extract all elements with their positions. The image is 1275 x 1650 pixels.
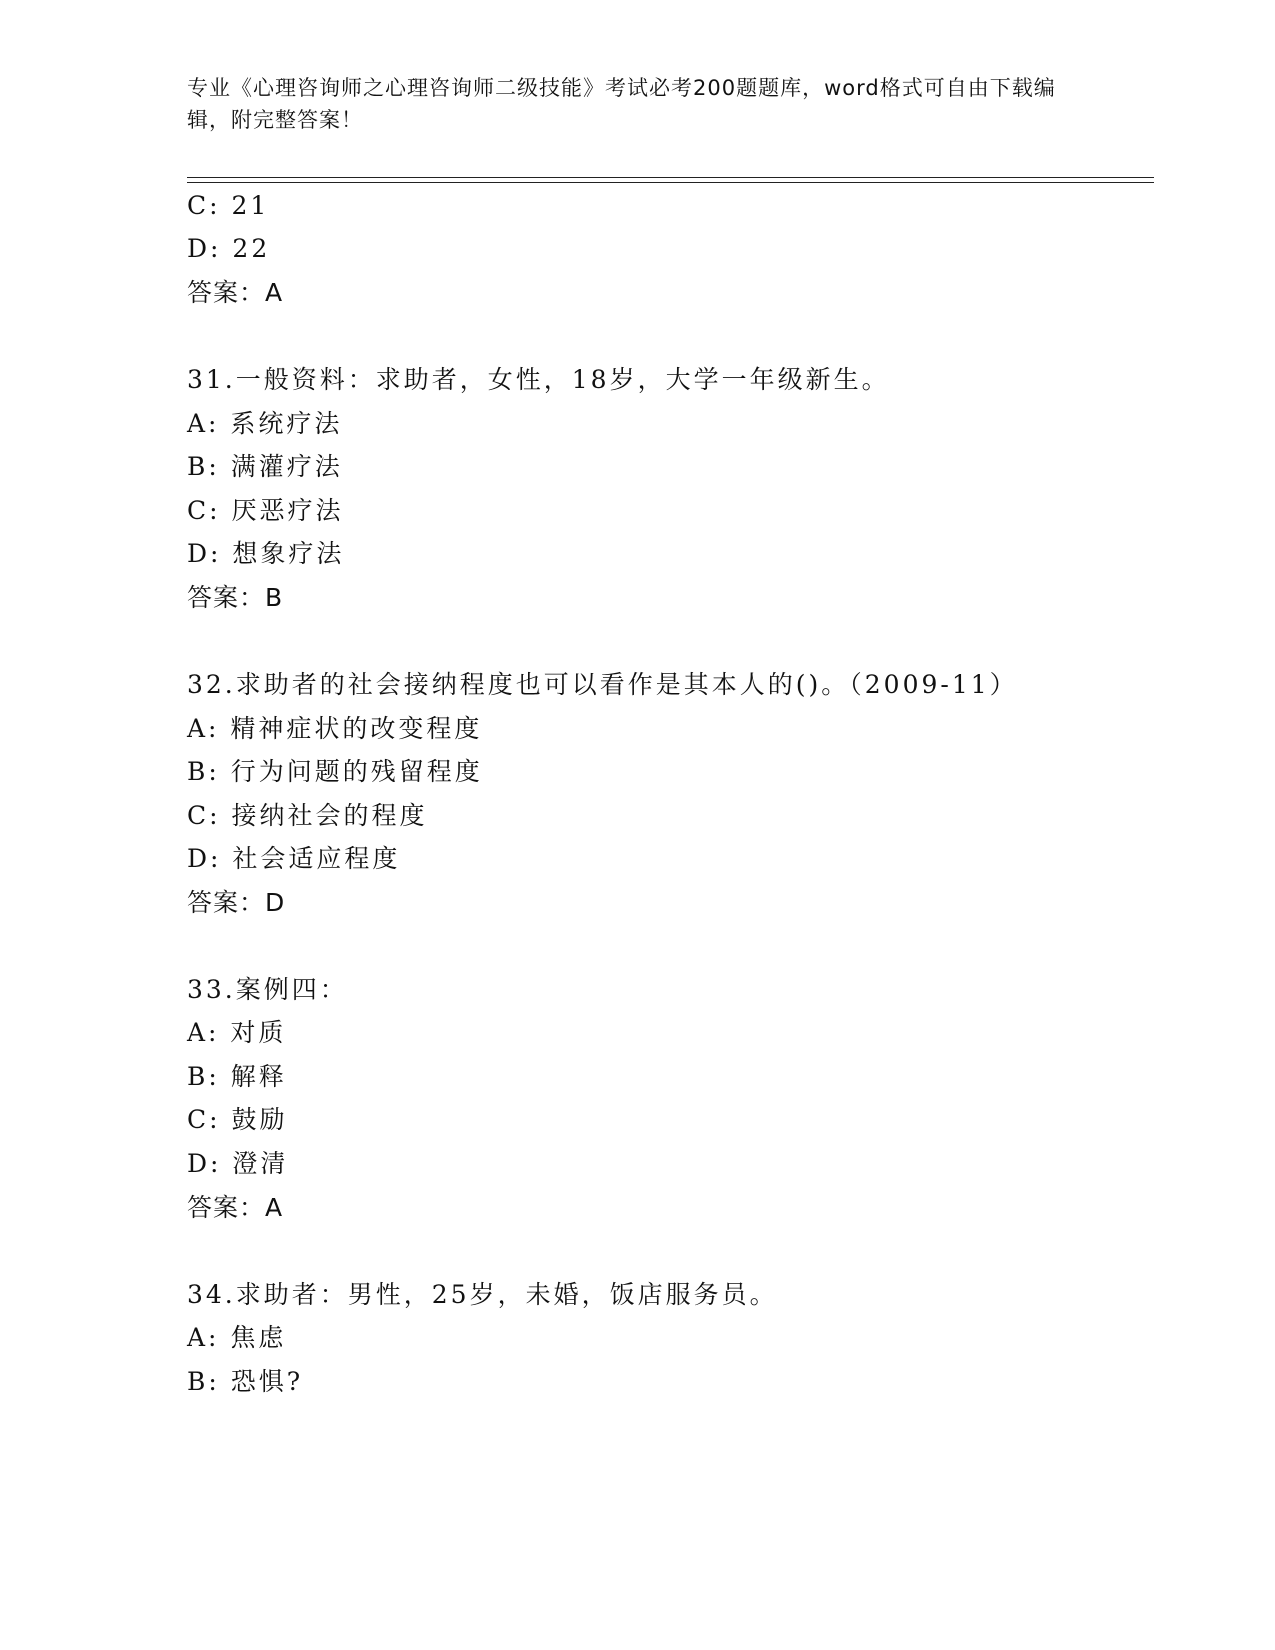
prev-option-d: D: 22 bbox=[187, 234, 271, 263]
q31-stem: 31.一般资料：求助者，女性，18岁，大学一年级新生。 bbox=[187, 365, 890, 394]
prev-option-c: C: 21 bbox=[187, 191, 270, 220]
q34-option-b: B: 恐惧? bbox=[187, 1367, 304, 1396]
q32-option-d: D: 社会适应程度 bbox=[187, 844, 401, 873]
q31-option-b: B: 满灌疗法 bbox=[187, 452, 343, 481]
q32-option-c: C: 接纳社会的程度 bbox=[187, 801, 428, 830]
q31-option-a: A: 系统疗法 bbox=[187, 409, 343, 438]
q33-answer: 答案：A bbox=[187, 1193, 284, 1222]
q31-option-d: D: 想象疗法 bbox=[187, 539, 345, 568]
q34-stem: 34.求助者：男性，25岁，未婚，饭店服务员。 bbox=[187, 1280, 778, 1309]
header-divider-bottom bbox=[187, 182, 1154, 183]
q31-option-c: C: 厌恶疗法 bbox=[187, 496, 344, 525]
prev-answer: 答案：A bbox=[187, 278, 284, 307]
q32-option-b: B: 行为问题的残留程度 bbox=[187, 757, 483, 786]
q32-answer: 答案：D bbox=[187, 888, 286, 917]
q32-stem: 32.求助者的社会接纳程度也可以看作是其本人的()。（2009-11） bbox=[187, 670, 1018, 699]
q31-answer: 答案：B bbox=[187, 583, 284, 612]
q33-option-a: A: 对质 bbox=[187, 1018, 287, 1047]
document-header: 专业《心理咨询师之心理咨询师二级技能》考试必考200题题库，word格式可自由下载编辑，附完整答案！ bbox=[187, 76, 1056, 132]
q33-option-b: B: 解释 bbox=[187, 1062, 287, 1091]
header-divider-top bbox=[187, 177, 1154, 178]
q33-option-c: C: 鼓励 bbox=[187, 1105, 288, 1134]
q32-option-a: A: 精神症状的改变程度 bbox=[187, 714, 483, 743]
q33-stem: 33.案例四： bbox=[187, 975, 348, 1004]
q33-option-d: D: 澄清 bbox=[187, 1149, 289, 1178]
q34-option-a: A: 焦虑 bbox=[187, 1323, 287, 1352]
